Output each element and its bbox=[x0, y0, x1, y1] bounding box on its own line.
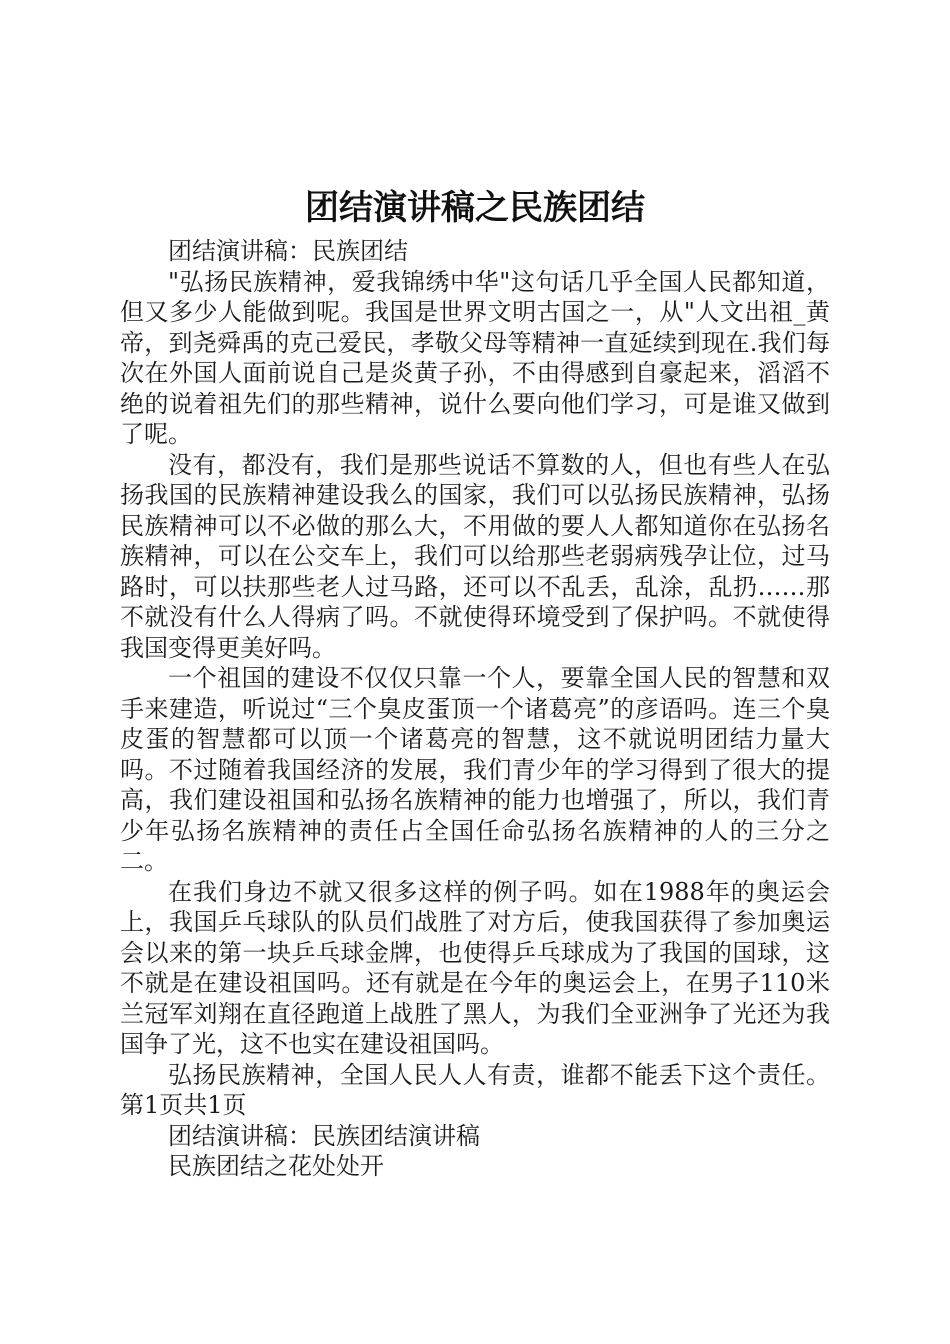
paragraph: 在我们身边不就又很多这样的例子吗。如在1988年的奥运会上，我国乒乓球队的队员们战胜了对方后，使我国获得了参加奥运会以来的第一块乒乓球金牌，也使得乒乓球成为了我国的国球，这不就是在建设祖国吗。还有就是在今年的奥运会上，在男子110米兰冠军刘翔在直径跑道上战胜了黑人，为我们全亚洲争了光还为我国争了光，这不也实在建设祖国吗。 bbox=[120, 877, 830, 1058]
paragraph: 没有，都没有，我们是那些说话不算数的人，但也有些人在弘扬我国的民族精神建设我么的国家，我们可以弘扬民族精神，弘扬民族精神可以不必做的那么大，不用做的要人人都知道你在弘扬名族精神，可以在公交车上，我们可以给那些老弱病残孕让位，过马路时，可以扶那些老人过马路，还可以不乱丢，乱涂，乱扔……那不就没有什么人得病了吗。不就使得环境受到了保护吗。不就使得我国变得更美好吗。 bbox=[120, 450, 830, 662]
paragraph: 弘扬民族精神，全国人民人人有责，谁都不能丢下这个责任。第1页共1页 bbox=[120, 1060, 830, 1119]
paragraph: 一个祖国的建设不仅仅只靠一个人，要靠全国人民的智慧和双手来建造，听说过“三个臭皮蛋顶一个诸葛亮”的彦语吗。连三个臭皮蛋的智慧都可以顶一个诸葛亮的智慧，这不就说明团结力量大吗。不过随着我国经济的发展，我们青少年的学习得到了很大的提高，我们建设祖国和弘扬名族精神的能力也增强了，所以，我们青少年弘扬名族精神的责任占全国任命弘扬名族精神的人的三分之二。 bbox=[120, 664, 830, 875]
paragraph-heading: 民族团结之花处处开 bbox=[168, 1152, 384, 1180]
document-body bbox=[120, 236, 830, 1182]
paragraph: "弘扬民族精神，爱我锦绣中华"这句话几乎全国人民都知道，但又多少人能做到呢。我国是世界文明古国之一，从"人文出祖_黄帝，到尧舜禹的克己爱民，孝敬父母等精神一直延续到现在.我们每次在外国人面前说自己是炎黄子孙，不由得感到自豪起来，滔滔不绝的说着祖先们的那些精神，说什么要向他们学习，可是谁又做到了呢。 bbox=[120, 267, 830, 448]
paragraph-subtitle: 团结演讲稿：民族团结 bbox=[168, 237, 408, 265]
paragraph-heading: 团结演讲稿：民族团结演讲稿 bbox=[168, 1121, 480, 1150]
document-title: 团结演讲稿之民族团结 bbox=[305, 188, 645, 228]
